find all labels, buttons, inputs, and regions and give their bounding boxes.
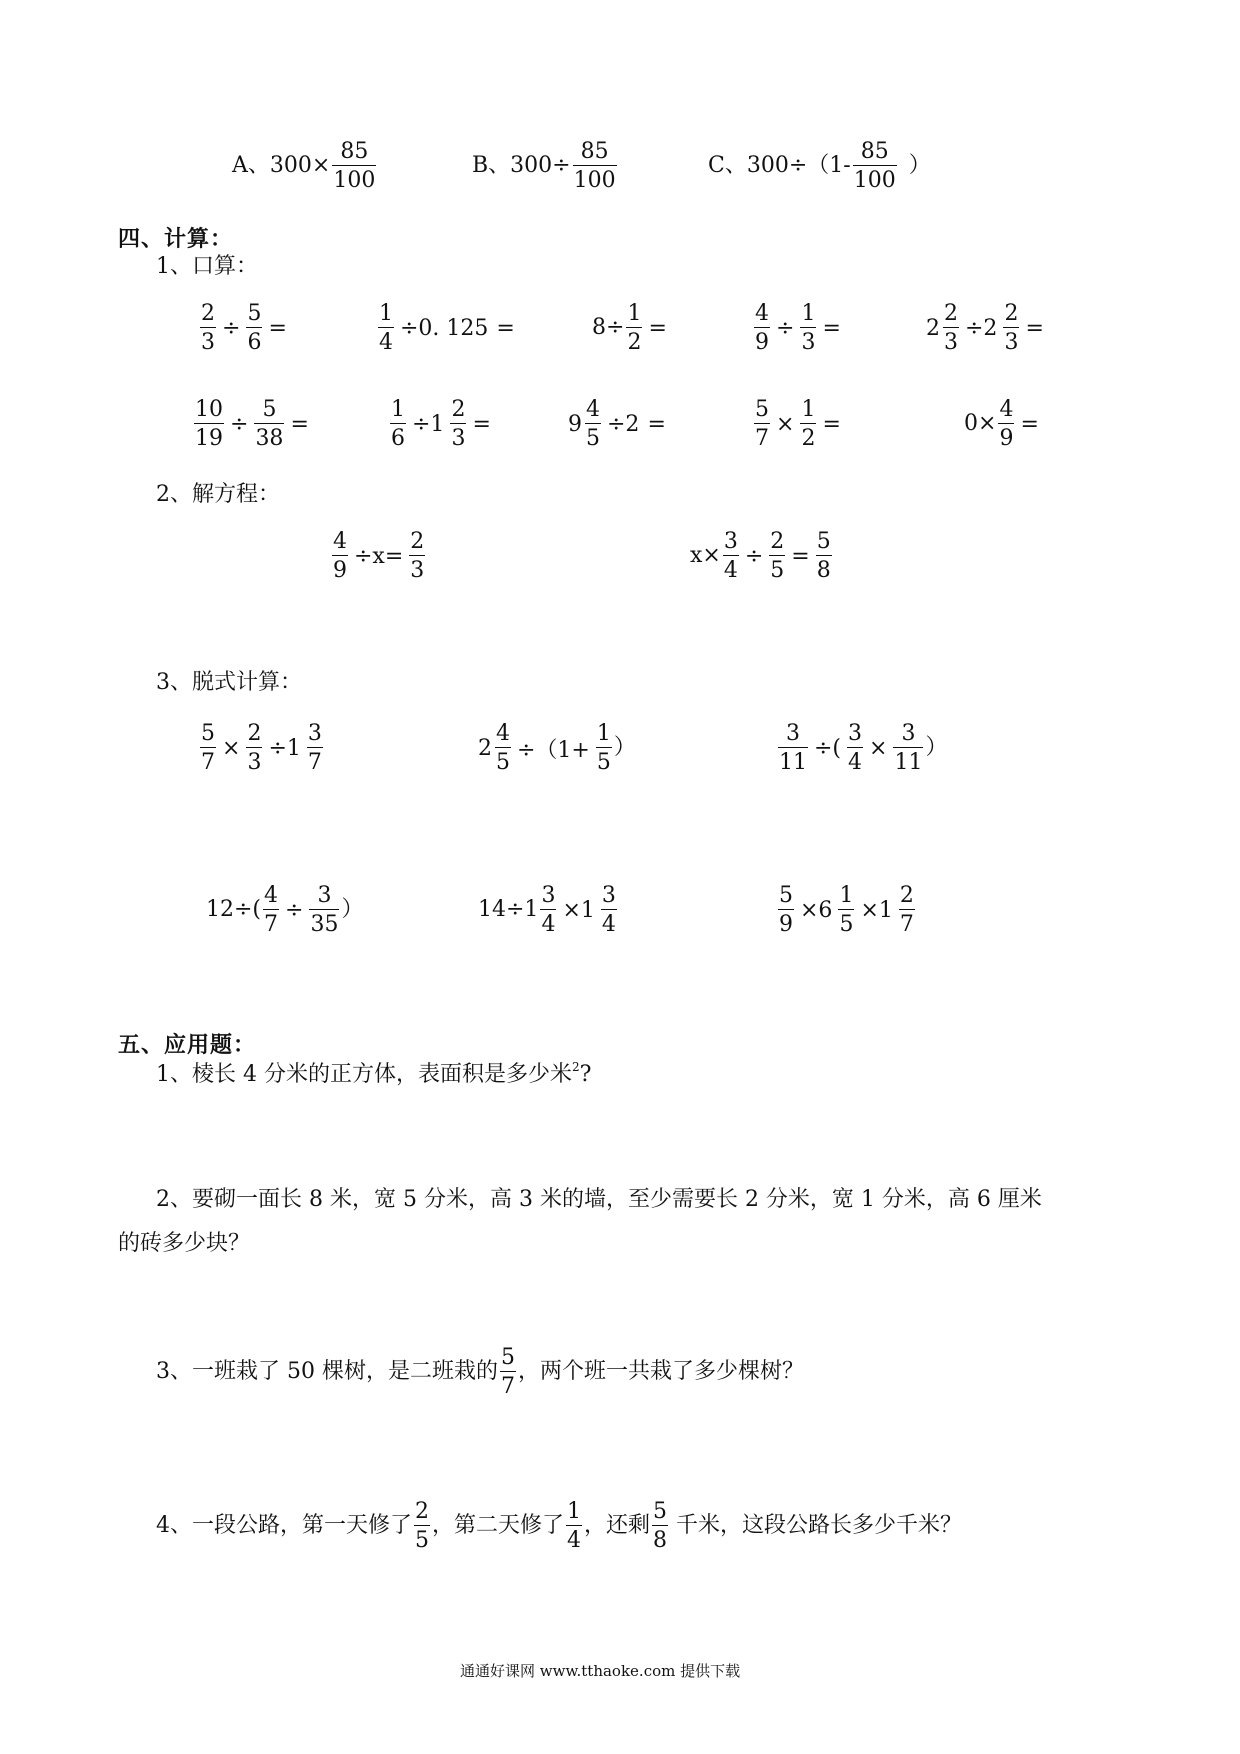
equation-2 [690, 530, 834, 582]
operator: × [222, 735, 241, 761]
fraction-bar [573, 165, 617, 166]
fraction-bar [566, 1525, 582, 1526]
denominator: 7 [500, 1374, 515, 1400]
operator: × [869, 735, 888, 761]
oral-item [198, 302, 291, 354]
operator: ÷0. 125 [400, 315, 489, 341]
fraction [263, 884, 279, 936]
numerator: 1 [801, 301, 816, 326]
operator: ×6 [800, 897, 833, 923]
denominator: 11 [779, 750, 807, 776]
denominator: 4 [723, 558, 738, 584]
numerator: 2 [247, 721, 262, 746]
fraction [414, 1500, 430, 1552]
operator: ÷ [285, 897, 304, 923]
numerator: 4 [586, 397, 600, 422]
denominator: 6 [391, 426, 405, 452]
fraction-bar [1003, 327, 1019, 328]
denominator: 3 [944, 330, 958, 356]
operator: ÷（1+ [517, 737, 590, 763]
text: 14÷1 [478, 897, 539, 923]
fraction [853, 140, 897, 192]
numerator: 4 [264, 883, 279, 908]
fraction [495, 722, 511, 774]
oral-item [752, 302, 845, 354]
denominator: 4 [567, 1528, 582, 1554]
whole-number: 9 [568, 411, 582, 437]
fraction [332, 530, 348, 582]
fraction-bar [200, 747, 216, 748]
fraction-bar [194, 423, 224, 424]
denominator: 100 [853, 168, 896, 194]
denominator: 3 [1004, 330, 1019, 356]
fraction [754, 398, 770, 450]
denominator: 3 [801, 330, 816, 356]
numerator: 1 [627, 301, 642, 326]
fraction-bar [778, 747, 808, 748]
step-problem [776, 884, 917, 936]
denominator: 5 [596, 750, 611, 776]
fraction [200, 722, 216, 774]
fraction-bar [652, 1525, 668, 1526]
fraction-bar [263, 909, 279, 910]
text: ，第二天修了 [432, 1513, 565, 1539]
operator: ÷x= [354, 543, 404, 569]
fraction-bar [450, 423, 466, 424]
numerator: 1 [801, 397, 816, 422]
text: ） [908, 153, 931, 179]
fraction [500, 1346, 516, 1398]
fraction [200, 302, 216, 354]
fraction [540, 884, 556, 936]
denominator: 38 [255, 426, 284, 452]
numerator: 2 [899, 883, 914, 908]
fraction [246, 722, 262, 774]
numerator: 3 [541, 883, 556, 908]
numerator: 2 [451, 397, 466, 422]
fraction-bar [899, 909, 915, 910]
section4-title: 四、计算： [118, 226, 234, 252]
numerator: 4 [755, 301, 769, 326]
fraction-bar [332, 555, 348, 556]
numerator: 5 [653, 1499, 668, 1524]
fraction [769, 530, 785, 582]
numerator: 3 [317, 883, 332, 908]
denominator: 7 [201, 750, 215, 776]
fraction-bar [254, 423, 284, 424]
operator: = [647, 411, 666, 437]
oral-title: 1、口算： [156, 254, 258, 279]
fraction-bar [847, 747, 863, 748]
fraction [378, 302, 394, 354]
choice-c-prefix: C、300÷（1- [708, 153, 851, 179]
numerator: 5 [779, 883, 793, 908]
text: ，两个班一共栽了多少棵树？ [517, 1359, 804, 1385]
operator: = [1025, 315, 1044, 341]
fraction [998, 398, 1014, 450]
denominator: 5 [839, 912, 854, 938]
fraction-bar [585, 423, 601, 424]
text: 8÷ [592, 315, 625, 341]
denominator: 5 [496, 750, 510, 776]
operator: ÷ [776, 315, 795, 341]
fraction [723, 530, 739, 582]
step-title: 3、脱式计算： [156, 670, 302, 695]
footer-text: 通通好课网 www.tthaoke.com 提供下载 [460, 1662, 741, 1680]
numerator: 4 [999, 397, 1014, 422]
operator: ÷ [230, 411, 249, 437]
text: ，还剩 [584, 1513, 651, 1539]
fraction-bar [853, 165, 897, 166]
numerator: 2 [1004, 301, 1019, 326]
denominator: 5 [586, 426, 600, 452]
denominator: 100 [573, 168, 616, 194]
denominator: 5 [770, 558, 785, 584]
numerator: 1 [379, 301, 393, 326]
denominator: 4 [379, 330, 393, 356]
operator: ÷1 [412, 411, 445, 437]
oral-item [568, 398, 670, 450]
step-problem [206, 884, 363, 936]
operator: ÷1 [268, 735, 301, 761]
denominator: 7 [307, 750, 322, 776]
numerator: 1 [839, 883, 854, 908]
fraction-bar [723, 555, 739, 556]
fraction [194, 398, 224, 450]
fraction [847, 722, 863, 774]
oral-item [388, 398, 495, 450]
denominator: 5 [415, 1528, 429, 1554]
fraction-bar [778, 909, 794, 910]
operator: ÷ [744, 543, 764, 569]
numerator: 1 [567, 1499, 582, 1524]
fraction-bar [378, 327, 394, 328]
fraction-bar [390, 423, 406, 424]
fraction [626, 302, 642, 354]
fraction [816, 530, 832, 582]
numerator: 4 [496, 721, 510, 746]
fraction-bar [754, 327, 770, 328]
whole-number: 2 [478, 735, 492, 761]
operator: = [791, 543, 810, 569]
denominator: 6 [247, 330, 262, 356]
fraction [309, 884, 339, 936]
operator: = [472, 411, 491, 437]
fraction-bar [800, 423, 816, 424]
step-problem [198, 722, 325, 774]
operator: = [1020, 411, 1039, 437]
text: 0× [964, 411, 997, 437]
fraction [943, 302, 959, 354]
denominator: 7 [264, 912, 279, 938]
fraction-bar [838, 909, 854, 910]
denominator: 4 [848, 750, 863, 776]
fraction [800, 302, 816, 354]
fraction-bar [601, 909, 617, 910]
denominator: 35 [310, 912, 339, 938]
numerator: 3 [786, 721, 800, 746]
fraction [899, 884, 915, 936]
denominator: 3 [201, 330, 215, 356]
fraction-bar [246, 327, 262, 328]
section5-title: 五、应用题： [118, 1032, 257, 1058]
question-2: 2、要砌一面长 8 米，宽 5 分米，高 3 米的墙，至少需要长 2 分米，宽 1 分米，高 6 厘米 的砖多少块？ [118, 1187, 1042, 1256]
oral-item [964, 398, 1043, 450]
denominator: 8 [816, 558, 831, 584]
fraction [585, 398, 601, 450]
operator: ÷ [222, 315, 241, 341]
fraction [390, 398, 406, 450]
operator: = [268, 315, 287, 341]
fraction-bar [943, 327, 959, 328]
text: ） [925, 735, 948, 761]
fraction [800, 398, 816, 450]
numerator: 3 [601, 883, 616, 908]
denominator: 4 [601, 912, 616, 938]
denominator: 9 [779, 912, 793, 938]
denominator: 3 [451, 426, 466, 452]
fraction [601, 884, 617, 936]
equation-1 [330, 530, 427, 582]
numerator: 2 [770, 529, 785, 554]
fraction [893, 722, 923, 774]
operator: = [290, 411, 309, 437]
oral-item [592, 302, 671, 354]
numerator: 1 [596, 721, 611, 746]
operator: = [822, 411, 841, 437]
fraction-bar [307, 747, 323, 748]
text: ） [613, 735, 636, 761]
numerator: 3 [901, 721, 916, 746]
denominator: 2 [801, 426, 816, 452]
whole-number: 2 [926, 315, 940, 341]
numerator: 3 [848, 721, 863, 746]
fraction [754, 302, 770, 354]
denominator: 9 [999, 426, 1014, 452]
choice-b-prefix: B、300÷ [472, 153, 571, 179]
fraction-bar [998, 423, 1014, 424]
step-problem [478, 722, 636, 774]
fraction-bar [540, 909, 556, 910]
denominator: 8 [653, 1528, 668, 1554]
question-3 [156, 1346, 804, 1398]
numerator: 5 [201, 721, 215, 746]
fraction-bar [309, 909, 339, 910]
denominator: 9 [755, 330, 769, 356]
fraction-bar [626, 327, 642, 328]
denominator: 19 [195, 426, 223, 452]
numerator: 5 [500, 1345, 515, 1370]
numerator: 2 [201, 301, 215, 326]
denominator: 3 [247, 750, 262, 776]
numerator: 2 [944, 301, 958, 326]
operator: ×1 [562, 897, 595, 923]
fraction [246, 302, 262, 354]
denominator: 7 [899, 912, 914, 938]
fraction-bar [800, 327, 816, 328]
fraction-bar [596, 747, 612, 748]
numerator: 2 [410, 529, 425, 554]
numerator: 85 [580, 139, 609, 164]
step-problem [478, 884, 619, 936]
numerator: 5 [262, 397, 277, 422]
denominator: 2 [627, 330, 642, 356]
operator: = [822, 315, 841, 341]
numerator: 2 [415, 1499, 429, 1524]
denominator: 7 [755, 426, 769, 452]
operator: × [776, 411, 795, 437]
fraction-bar [816, 555, 832, 556]
oral-item [376, 302, 519, 354]
denominator: 9 [333, 558, 347, 584]
equation-title: 2、解方程： [156, 482, 280, 507]
oral-item [926, 302, 1048, 354]
fraction-bar [409, 555, 425, 556]
fraction [254, 398, 284, 450]
denominator: 100 [333, 168, 376, 194]
question-1: 1、棱长 4 分米的正方体，表面积是多少米$^2$? [156, 1060, 592, 1087]
numerator: 85 [340, 139, 369, 164]
numerator: 5 [816, 529, 831, 554]
oral-item [752, 398, 845, 450]
text: 3、一班栽了 50 棵树，是二班栽的 [156, 1359, 498, 1385]
fraction [573, 140, 617, 192]
numerator: 5 [247, 301, 262, 326]
denominator: 3 [410, 558, 425, 584]
question-4 [156, 1500, 962, 1552]
text: 12÷( [206, 897, 262, 923]
fraction-bar [246, 747, 262, 748]
fraction [652, 1500, 668, 1552]
fraction [332, 140, 376, 192]
numerator: 1 [391, 397, 405, 422]
operator: = [648, 315, 667, 341]
numerator: 3 [307, 721, 322, 746]
operator: ×1 [860, 897, 893, 923]
text: ） [341, 897, 364, 923]
fraction [838, 884, 854, 936]
text: 千米，这段公路长多少千米？ [676, 1513, 963, 1539]
numerator: 10 [195, 397, 223, 422]
fraction [409, 530, 425, 582]
fraction [778, 722, 808, 774]
numerator: 85 [860, 139, 889, 164]
operator: ÷( [814, 735, 842, 761]
fraction [307, 722, 323, 774]
operator: ÷2 [607, 411, 640, 437]
fraction-bar [769, 555, 785, 556]
choice-b [472, 140, 619, 192]
choice-c [708, 140, 931, 192]
oral-item [192, 398, 313, 450]
text: 4、一段公路，第一天修了 [156, 1513, 412, 1539]
fraction-bar [495, 747, 511, 748]
fraction-bar [414, 1525, 430, 1526]
fraction [450, 398, 466, 450]
denominator: 11 [894, 750, 923, 776]
step-problem [776, 722, 947, 774]
denominator: 4 [541, 912, 556, 938]
choice-a [232, 140, 378, 192]
fraction-bar [200, 327, 216, 328]
fraction-bar [754, 423, 770, 424]
fraction [566, 1500, 582, 1552]
fraction-bar [500, 1371, 516, 1372]
fraction [596, 722, 612, 774]
choice-a-prefix: A、300× [232, 153, 331, 179]
numerator: 5 [755, 397, 769, 422]
operator: ÷2 [965, 315, 998, 341]
fraction-bar [893, 747, 923, 748]
text: x× [690, 543, 721, 569]
numerator: 4 [333, 529, 347, 554]
operator: = [496, 315, 515, 341]
fraction-bar [332, 165, 376, 166]
fraction [1003, 302, 1019, 354]
fraction [778, 884, 794, 936]
numerator: 3 [723, 529, 738, 554]
